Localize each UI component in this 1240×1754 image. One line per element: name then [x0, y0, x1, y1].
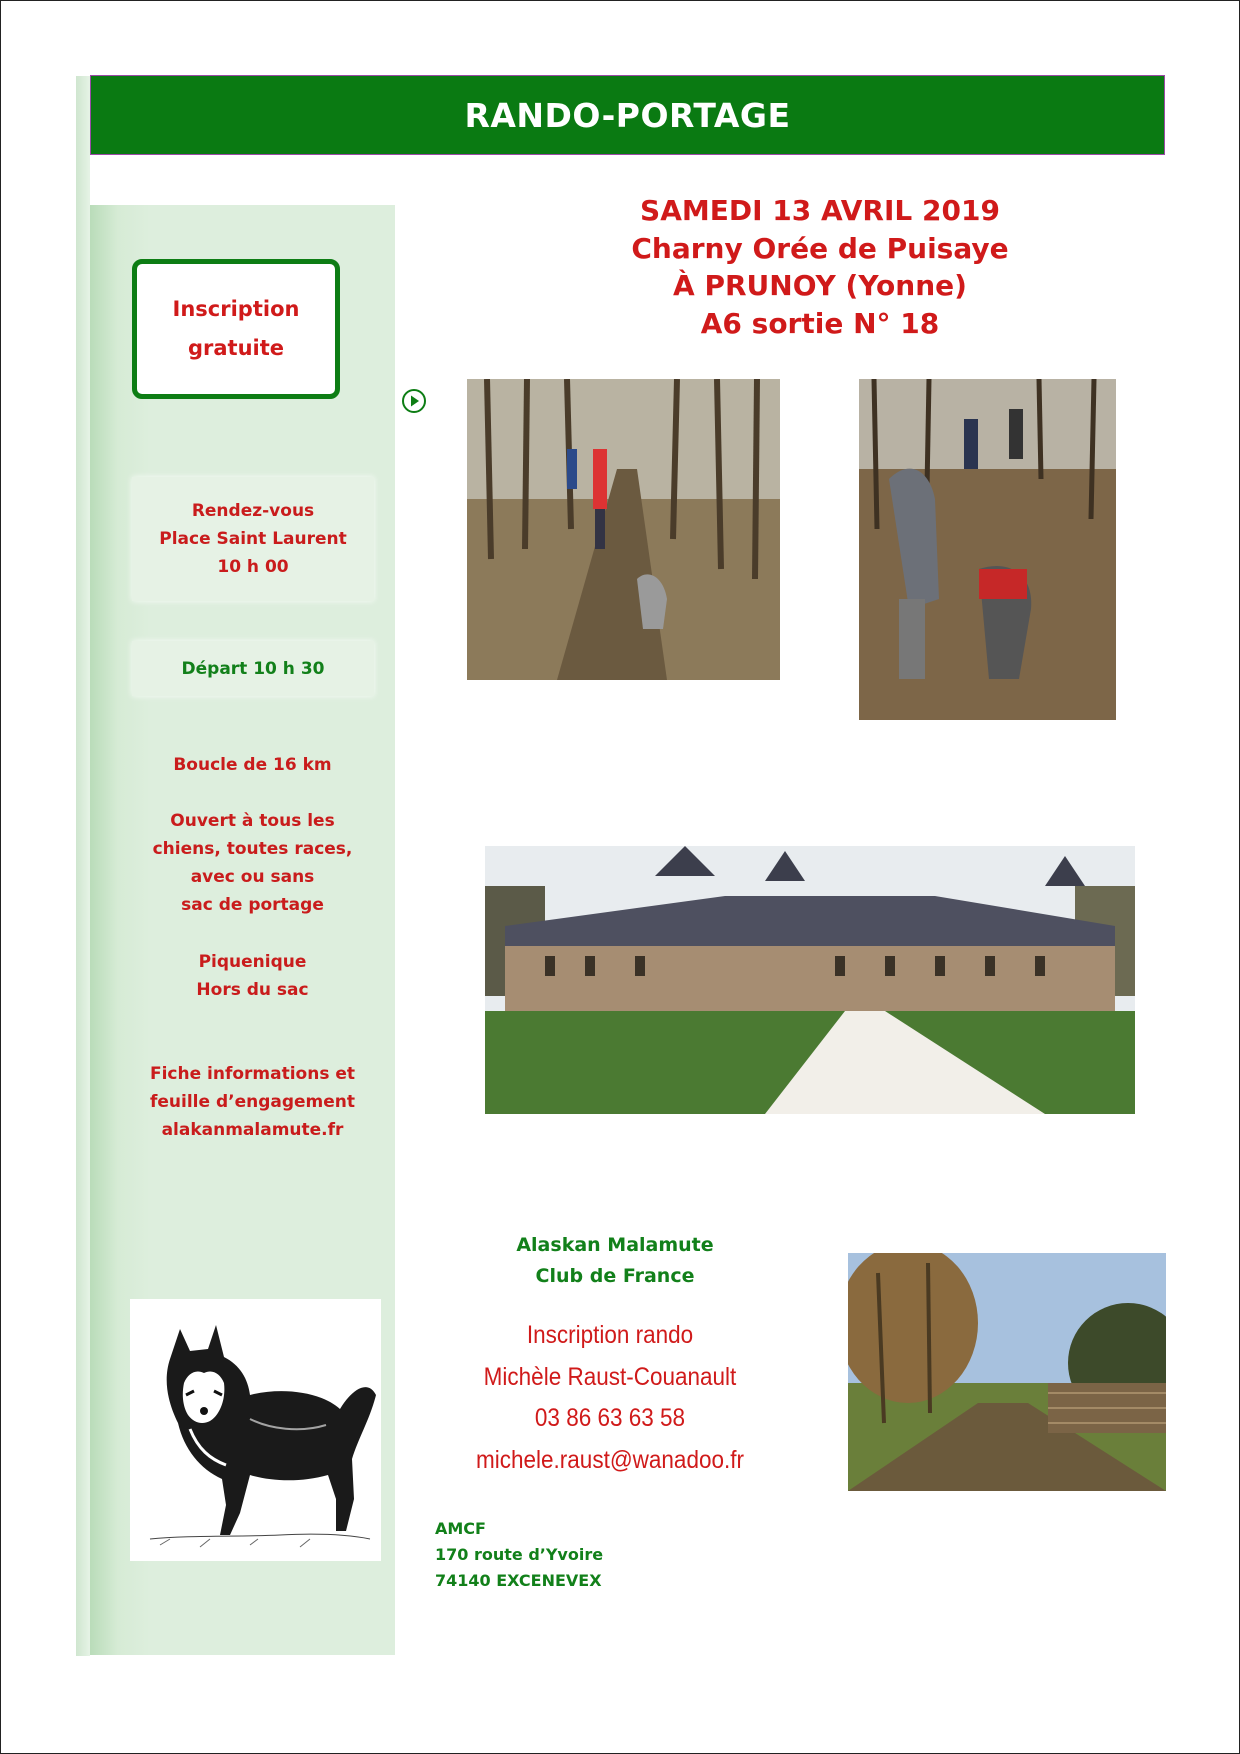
open-to-line: avec ou sans: [190, 867, 315, 887]
open-to-line: chiens, toutes races,: [152, 839, 353, 859]
postal-address: [435, 1516, 695, 1594]
website-link[interactable]: alakanmalamute.fr: [161, 1120, 344, 1140]
event-access: A6 sortie N° 18: [700, 306, 940, 340]
rendezvous-time: 10 h 00: [217, 557, 289, 577]
chateau-photo: [485, 846, 1135, 1114]
event-town: À PRUNOY (Yonne): [673, 269, 967, 302]
picnic-block: [110, 948, 395, 1004]
open-to-line: Ouvert à tous les: [170, 811, 335, 831]
badge-line-1: Inscription: [172, 297, 300, 321]
forest-walk-photo-1: [467, 379, 780, 680]
picnic-line: Piquenique: [198, 952, 307, 972]
malamute-drawing: [130, 1299, 381, 1561]
info-block: [110, 1060, 395, 1144]
contact-name: Michèle Raust-Couanault: [483, 1362, 737, 1391]
rendezvous-label: Rendez-vous: [191, 501, 315, 521]
loop-text: Boucle de 16 km: [173, 755, 332, 775]
departure-box: [132, 641, 374, 696]
club-line-2: Club de France: [535, 1265, 695, 1287]
forest-path-photo: [848, 1253, 1166, 1491]
address-street: 170 route d’Yvoire: [435, 1545, 604, 1564]
departure-time: Départ 10 h 30: [181, 658, 325, 679]
free-registration-badge: [132, 259, 340, 399]
side-strip: [76, 76, 90, 1656]
open-to-block: [110, 807, 395, 919]
loop-distance: [110, 751, 395, 779]
picnic-line: Hors du sac: [196, 980, 309, 1000]
contact-block: [440, 1315, 780, 1481]
title-banner: [90, 75, 1165, 155]
info-line: Fiche informations et: [149, 1064, 356, 1084]
event-date: SAMEDI 13 AVRIL 2019: [640, 194, 1000, 227]
event-place: Charny Orée de Puisaye: [631, 231, 1009, 265]
open-to-line: sac de portage: [181, 895, 324, 915]
club-line-1: Alaskan Malamute: [516, 1234, 714, 1256]
club-name: [475, 1230, 755, 1292]
forest-walk-photo-2: [859, 379, 1116, 720]
event-headline: [560, 192, 1080, 342]
address-org: AMCF: [435, 1519, 486, 1538]
play-icon[interactable]: [401, 388, 427, 414]
rendezvous-box: [132, 477, 374, 601]
contact-email[interactable]: michele.raust@wanadoo.fr: [476, 1445, 744, 1474]
badge-line-2: gratuite: [187, 336, 285, 360]
contact-phone[interactable]: 03 86 63 63 58: [534, 1404, 686, 1432]
contact-label: Inscription rando: [526, 1321, 694, 1349]
rendezvous-place: Place Saint Laurent: [159, 529, 347, 549]
info-line: feuille d’engagement: [149, 1092, 356, 1112]
address-city: 74140 EXCENEVEX: [435, 1571, 602, 1590]
page-title: RANDO-PORTAGE: [464, 95, 791, 135]
